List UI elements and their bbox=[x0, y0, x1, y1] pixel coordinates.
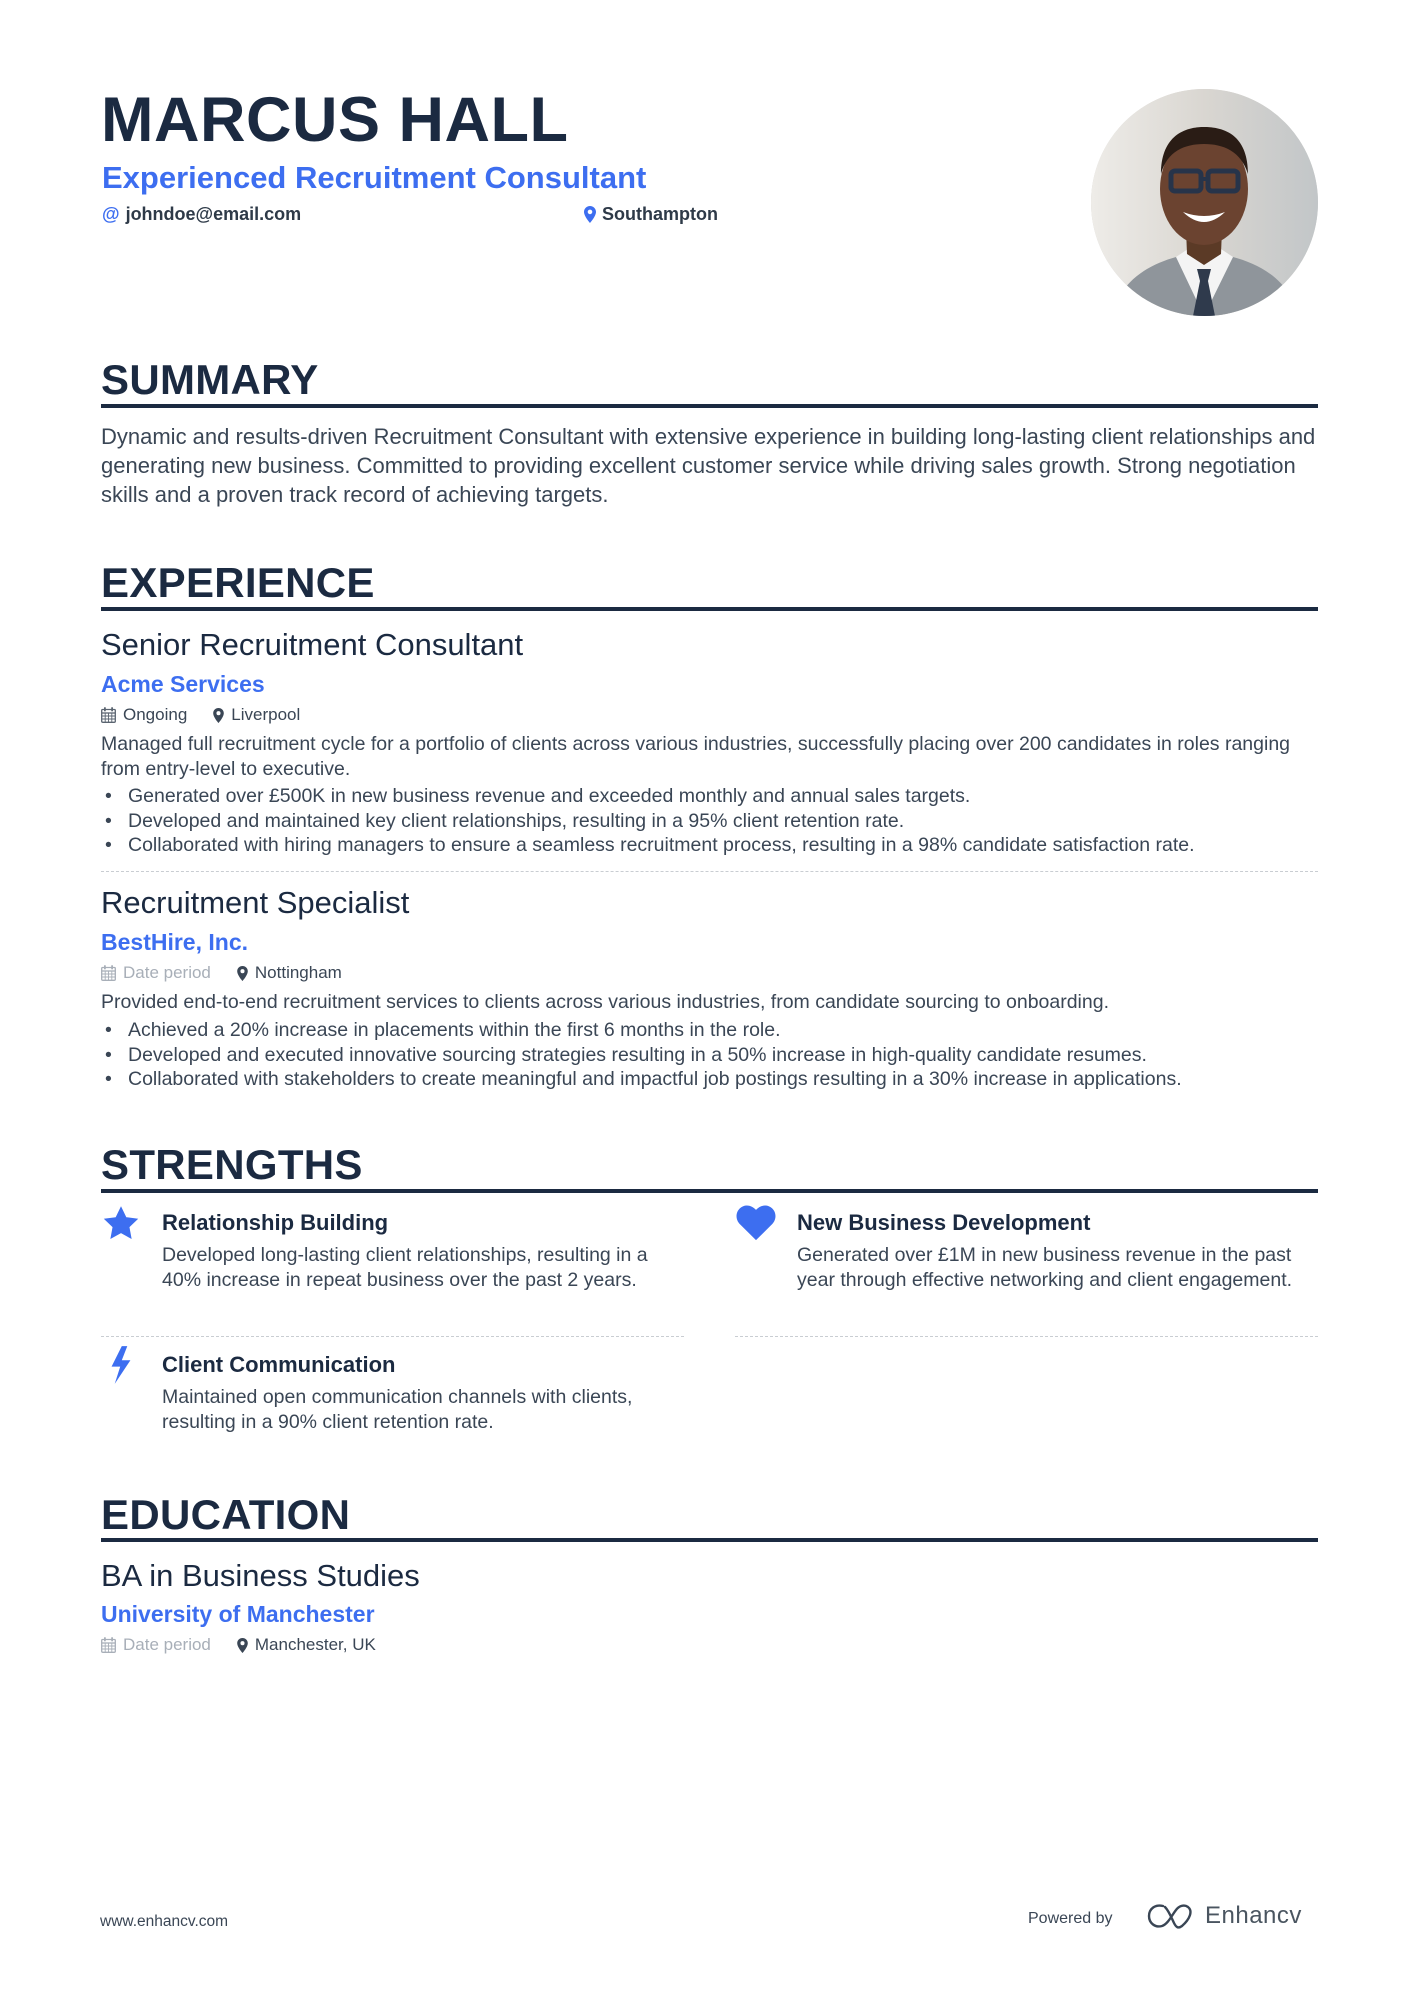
company-name[interactable]: Acme Services bbox=[101, 671, 265, 697]
strength-description: Generated over £1M in new business revenue in the past year through effective networking and client engagement. bbox=[797, 1244, 1293, 1291]
strengths-rule bbox=[101, 1189, 1318, 1193]
job-meta bbox=[101, 962, 368, 984]
at-icon: @ bbox=[102, 204, 120, 224]
email-text: johndoe@email.com bbox=[125, 204, 302, 224]
job-title: Senior Recruitment Consultant bbox=[101, 627, 524, 662]
job-bullet: • Developed and maintained key client relationships, resulting in a 95% client retention rate. bbox=[101, 809, 1321, 834]
job-meta bbox=[101, 704, 326, 726]
map-pin-icon bbox=[213, 708, 224, 723]
education-date: Date period bbox=[101, 1634, 211, 1656]
summary-rule bbox=[101, 404, 1318, 408]
job-location: Liverpool bbox=[213, 704, 300, 726]
school-name[interactable]: University of Manchester bbox=[101, 1601, 375, 1627]
calendar-icon bbox=[101, 1637, 116, 1653]
strengths-heading: STRENGTHS bbox=[101, 1141, 363, 1188]
job-date: Ongoing bbox=[101, 704, 187, 726]
strength-divider bbox=[101, 1336, 684, 1337]
company-name[interactable]: BestHire, Inc. bbox=[101, 929, 248, 955]
job-title: Recruitment Specialist bbox=[101, 885, 410, 920]
job-bullet: • Developed and executed innovative sourcing strategies resulting in a 50% increase in high-quality candidate resumes. bbox=[101, 1043, 1321, 1068]
candidate-headline: Experienced Recruitment Consultant bbox=[102, 160, 647, 195]
job-bullets bbox=[101, 784, 1321, 858]
experience-rule bbox=[101, 607, 1318, 611]
job-description: Managed full recruitment cycle for a portfolio of clients across various industries, successfully placing over 200 candidates in roles ranging from entry-level to executive. bbox=[101, 733, 1291, 780]
education-heading: EDUCATION bbox=[101, 1491, 351, 1538]
contact-location bbox=[584, 202, 718, 226]
summary-heading: SUMMARY bbox=[101, 356, 319, 403]
education-rule bbox=[101, 1538, 1318, 1542]
job-bullet: • Collaborated with stakeholders to create meaningful and impactful job postings resulting in a 30% increase in applications. bbox=[101, 1067, 1321, 1092]
map-pin-icon bbox=[237, 1638, 248, 1653]
contact-row bbox=[102, 202, 802, 226]
strength-title: New Business Development bbox=[797, 1210, 1091, 1235]
experience-heading: EXPERIENCE bbox=[101, 559, 375, 606]
degree-title: BA in Business Studies bbox=[101, 1558, 420, 1593]
job-bullet: • Collaborated with hiring managers to ensure a seamless recruitment process, resulting in a 98% candidate satisfaction rate. bbox=[101, 833, 1321, 858]
strength-title: Relationship Building bbox=[162, 1210, 389, 1235]
map-pin-icon bbox=[237, 966, 248, 981]
portrait-illustration bbox=[1091, 89, 1318, 316]
education-location: Manchester, UK bbox=[237, 1634, 376, 1656]
strength-divider bbox=[735, 1336, 1318, 1337]
lightning-icon bbox=[101, 1345, 141, 1385]
strength-description: Maintained open communication channels with clients, resulting in a 90% client retention rate. bbox=[162, 1386, 633, 1433]
job-bullet: • Generated over £500K in new business revenue and exceeded monthly and annual sales targets. bbox=[101, 784, 1321, 809]
powered-by-label: Powered by bbox=[1028, 1910, 1113, 1927]
job-divider bbox=[101, 871, 1318, 872]
enhancv-brand-text: Enhancv bbox=[1205, 1902, 1302, 1929]
strength-description: Developed long-lasting client relationships, resulting in a 40% increase in repeat business over the past 2 years. bbox=[162, 1244, 648, 1291]
star-icon bbox=[101, 1203, 141, 1243]
contact-email[interactable] bbox=[102, 202, 301, 226]
summary-text: Dynamic and results-driven Recruitment Consultant with extensive experience in building long-lasting client relationships and generating new business. Committed to providing excellent customer service while driving sales growth. Strong negotiation skills and a proven track record of achieving targets. bbox=[101, 424, 1316, 507]
education-meta bbox=[101, 1634, 402, 1656]
job-description: Provided end-to-end recruitment services to clients across various industries, from candidate sourcing to onboarding. bbox=[101, 991, 1110, 1013]
job-date: Date period bbox=[101, 962, 211, 984]
footer-url-link[interactable]: www.enhancv.com bbox=[100, 1913, 229, 1930]
calendar-icon bbox=[101, 965, 116, 981]
heart-icon bbox=[736, 1203, 776, 1243]
enhancv-logo-icon[interactable] bbox=[1146, 1901, 1198, 1931]
location-text: Southampton bbox=[602, 204, 718, 224]
job-location: Nottingham bbox=[237, 962, 342, 984]
candidate-name: MARCUS HALL bbox=[101, 85, 569, 155]
job-bullet: • Achieved a 20% increase in placements within the first 6 months in the role. bbox=[101, 1018, 1321, 1043]
calendar-icon bbox=[101, 707, 116, 723]
profile-photo bbox=[1091, 89, 1318, 316]
job-bullets bbox=[101, 1018, 1321, 1092]
map-pin-icon bbox=[584, 206, 596, 223]
strength-title: Client Communication bbox=[162, 1352, 396, 1377]
